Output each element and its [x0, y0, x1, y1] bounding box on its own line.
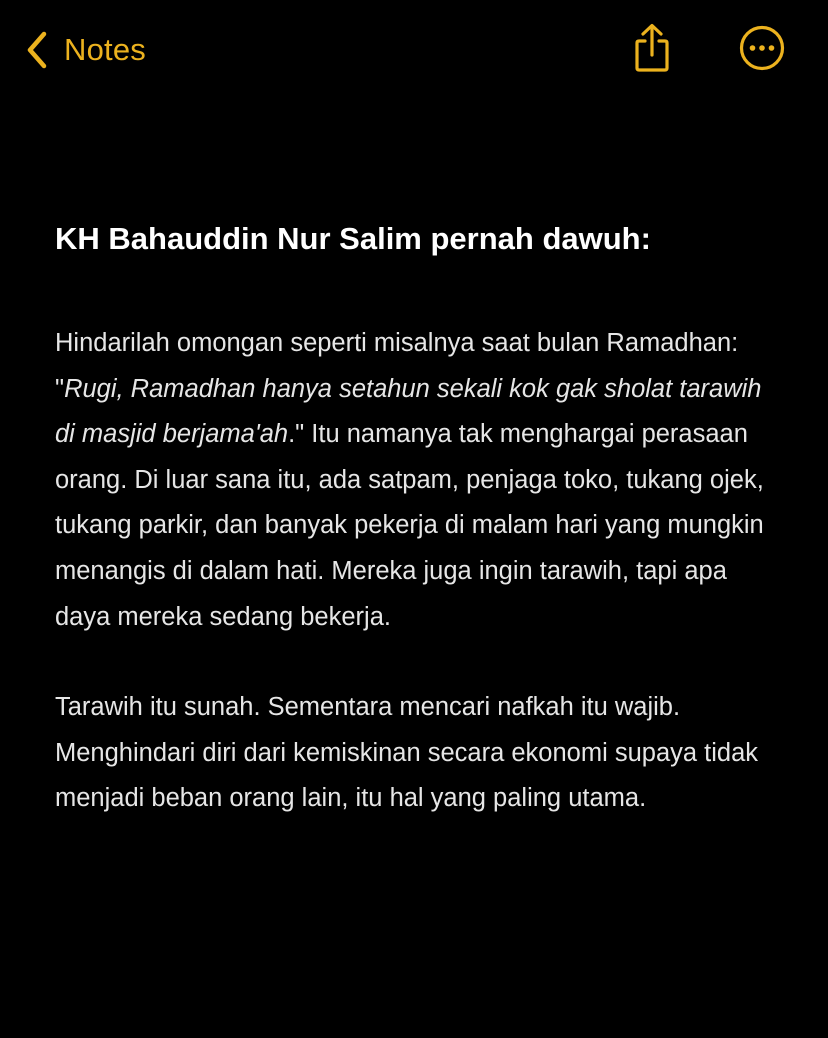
share-button[interactable] [626, 24, 678, 76]
note-title: KH Bahauddin Nur Salim pernah dawuh: [55, 221, 651, 256]
chevron-left-icon [24, 28, 54, 72]
more-button[interactable] [736, 24, 788, 76]
share-icon [630, 23, 674, 78]
note-body[interactable] [55, 215, 785, 867]
note-paragraph-2: Tarawih itu sunah. Sementara mencari nafkah itu wajib. Menghindari diri dari kemiskinan secara ekonomi supaya tidak menjadi beban orang lain, itu hal yang paling utama. [55, 693, 759, 813]
back-label: Notes [64, 32, 146, 67]
paragraph-text: Hindarilah omongan seperti misalnya saat bulan Ramadhan: " [55, 329, 739, 403]
paragraph-text: ." Itu namanya tak menghargai perasaan orang. Di luar sana itu, ada satpam, penjaga toko, tukang ojek, tukang parkir, dan banyak pekerja di malam hari yang mungkin menangis di dalam hati. Mereka juga ingin tarawih, tapi apa daya mereka sedang bekerja. [55, 420, 764, 631]
more-ellipsis-icon [738, 24, 786, 77]
back-button[interactable] [24, 26, 146, 74]
navigation-bar [0, 0, 828, 100]
note-paragraph-1 [55, 321, 785, 640]
italic-quote: Rugi, Ramadhan hanya setahun sekali kok gak sholat tarawih di masjid berjama'ah [55, 374, 762, 449]
